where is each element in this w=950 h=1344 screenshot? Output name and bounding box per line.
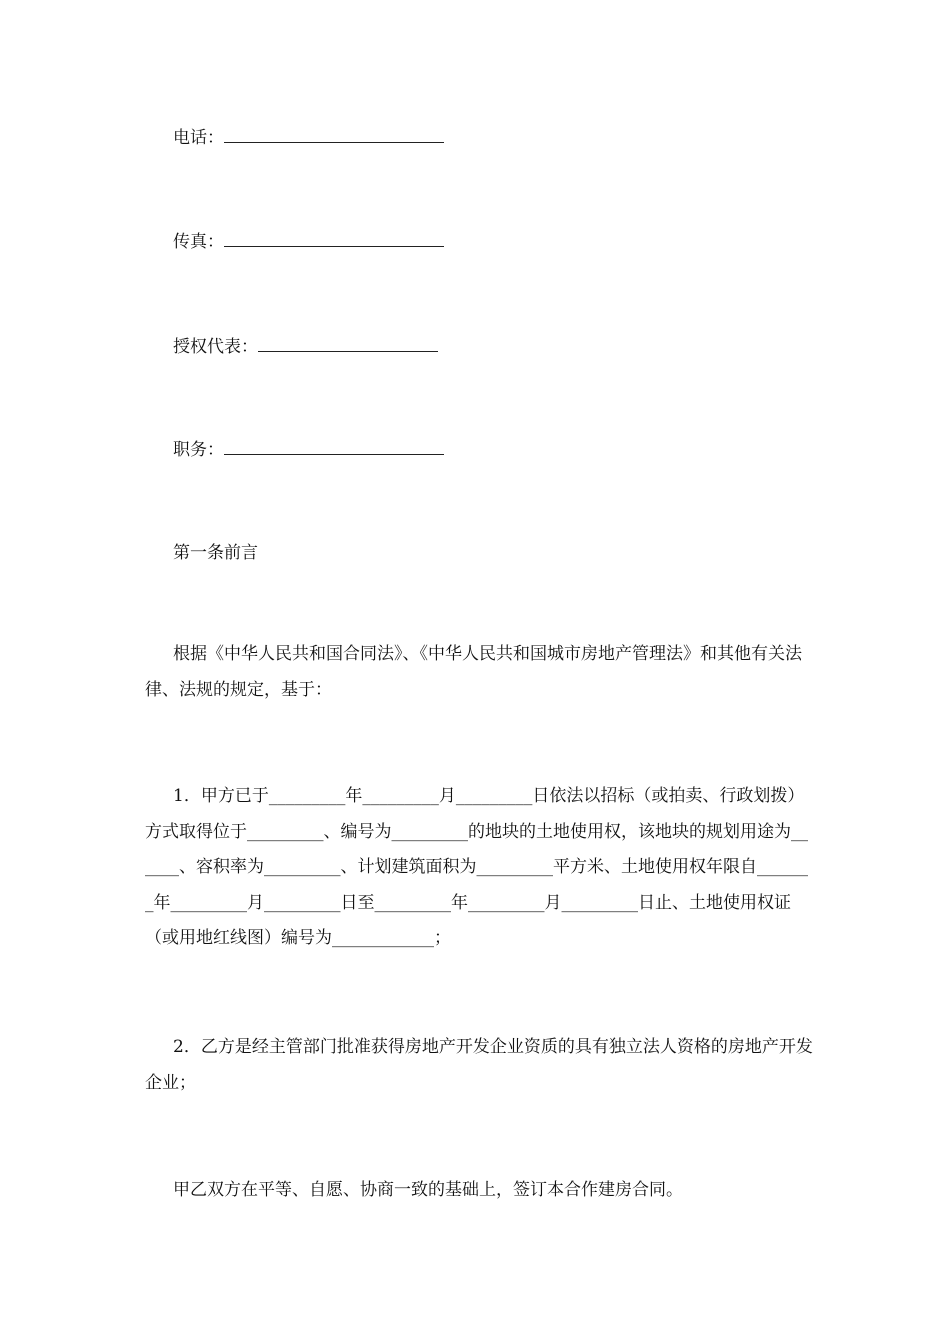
representative-blank	[258, 337, 438, 352]
item1-paragraph	[145, 779, 815, 957]
title-blank	[224, 440, 444, 455]
title-label: 职务：	[173, 440, 224, 460]
phone-field	[173, 128, 444, 148]
phone-blank	[224, 128, 444, 143]
item2-text: 2．乙方是经主管部门批准获得房地产开发企业资质的具有独立法人资格的房地产开发企业；	[145, 1037, 813, 1093]
title-field	[173, 440, 444, 460]
closing-paragraph	[145, 1173, 815, 1209]
article-heading: 第一条前言	[173, 543, 258, 563]
item1-text: 1．甲方已于_________年_________月_________日依法以招标（或拍卖、行政划拨）方式取得位于_________、编号为_________的地块的土地使用权，该地块的规划用途为______、容积率为_________、计划建筑面积为_________平方米、土地使用权年限自_______年_________月_________日至_________年_________月_________日止、土地使用权证（或用地红线图）编号为____________；	[145, 786, 808, 948]
fax-field	[173, 232, 444, 252]
phone-label: 电话：	[173, 128, 224, 148]
representative-label: 授权代表：	[173, 337, 258, 357]
intro-paragraph	[145, 637, 815, 708]
closing-text: 甲乙双方在平等、自愿、协商一致的基础上，签订本合作建房合同。	[173, 1180, 683, 1200]
representative-field	[173, 337, 438, 357]
fax-blank	[224, 232, 444, 247]
fax-label: 传真：	[173, 232, 224, 252]
intro-text: 根据《中华人民共和国合同法》、《中华人民共和国城市房地产管理法》和其他有关法律、法规的规定，基于：	[145, 644, 802, 700]
item2-paragraph	[145, 1030, 815, 1101]
